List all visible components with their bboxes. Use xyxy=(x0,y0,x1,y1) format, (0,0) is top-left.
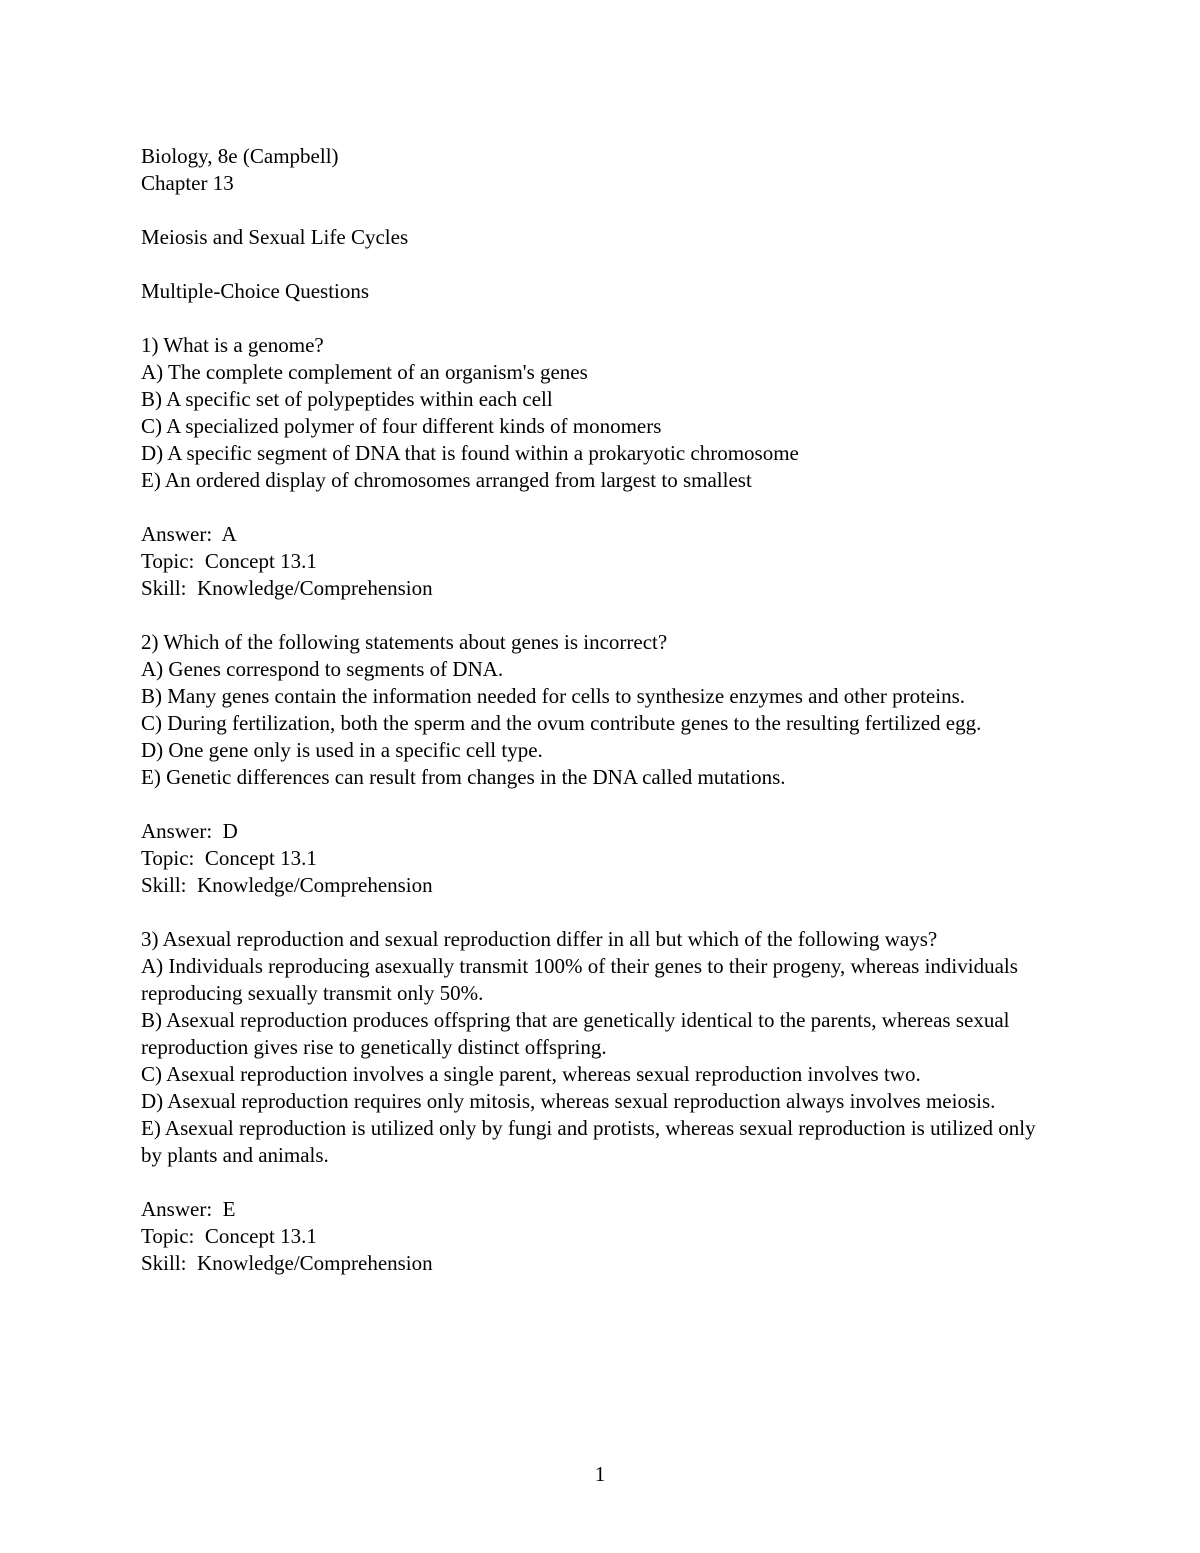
question-stem: 3) Asexual reproduction and sexual reproduction differ in all but which of the following ways? xyxy=(141,927,938,951)
answer-option: C) During fertilization, both the sperm and the ovum contribute genes to the resulting fertilized egg. xyxy=(141,711,982,735)
question-block xyxy=(141,629,1061,899)
spacer xyxy=(141,899,1061,926)
topic-label: Topic: Concept 13.1 xyxy=(141,1224,317,1248)
answer-option: C) A specialized polymer of four different kinds of monomers xyxy=(141,414,662,438)
answer-option: D) A specific segment of DNA that is found within a prokaryotic chromosome xyxy=(141,441,799,465)
answer-option: E) An ordered display of chromosomes arranged from largest to smallest xyxy=(141,468,752,492)
chapter-title: Meiosis and Sexual Life Cycles xyxy=(141,225,409,249)
answer-option: B) A specific set of polypeptides within each cell xyxy=(141,387,553,411)
topic-label: Topic: Concept 13.1 xyxy=(141,549,317,573)
spacer xyxy=(141,251,1061,278)
answer-option: B) Many genes contain the information needed for cells to synthesize enzymes and other proteins. xyxy=(141,684,966,708)
question-stem: 1) What is a genome? xyxy=(141,333,324,357)
book-title: Biology, 8e (Campbell) xyxy=(141,144,339,168)
answer-option: E) Asexual reproduction is utilized only by fungi and protists, whereas sexual reproduction is utilized only by plants and animals. xyxy=(141,1116,1041,1167)
spacer xyxy=(141,494,1061,521)
answer-key: Answer: E xyxy=(141,1197,236,1221)
topic-label: Topic: Concept 13.1 xyxy=(141,846,317,870)
answer-key: Answer: A xyxy=(141,522,237,546)
spacer xyxy=(141,197,1061,224)
answer-key: Answer: D xyxy=(141,819,238,843)
section-heading: Multiple-Choice Questions xyxy=(141,279,370,303)
answer-option: A) The complete complement of an organism's genes xyxy=(141,360,588,384)
answer-option: D) One gene only is used in a specific cell type. xyxy=(141,738,543,762)
question-stem: 2) Which of the following statements about genes is incorrect? xyxy=(141,630,668,654)
page-content xyxy=(141,143,1061,1277)
chapter-label: Chapter 13 xyxy=(141,171,234,195)
page-number: 1 xyxy=(594,1462,606,1486)
skill-label: Skill: Knowledge/Comprehension xyxy=(141,1251,433,1275)
skill-label: Skill: Knowledge/Comprehension xyxy=(141,576,433,600)
question-block xyxy=(141,926,1061,1277)
answer-option: A) Individuals reproducing asexually transmit 100% of their genes to their progeny, whereas individuals reproducing sexually transmit only 50%. xyxy=(141,954,1024,1005)
spacer xyxy=(141,1169,1061,1196)
answer-option: A) Genes correspond to segments of DNA. xyxy=(141,657,504,681)
answer-option: B) Asexual reproduction produces offspring that are genetically identical to the parents, whereas sexual reproduction gives rise to genetically distinct offspring. xyxy=(141,1008,1015,1059)
answer-option: E) Genetic differences can result from changes in the DNA called mutations. xyxy=(141,765,786,789)
skill-label: Skill: Knowledge/Comprehension xyxy=(141,873,433,897)
question-block xyxy=(141,332,1061,602)
spacer xyxy=(141,602,1061,629)
spacer xyxy=(141,305,1061,332)
spacer xyxy=(141,791,1061,818)
answer-option: C) Asexual reproduction involves a single parent, whereas sexual reproduction involves two. xyxy=(141,1062,921,1086)
answer-option: D) Asexual reproduction requires only mitosis, whereas sexual reproduction always involves meiosis. xyxy=(141,1089,996,1113)
